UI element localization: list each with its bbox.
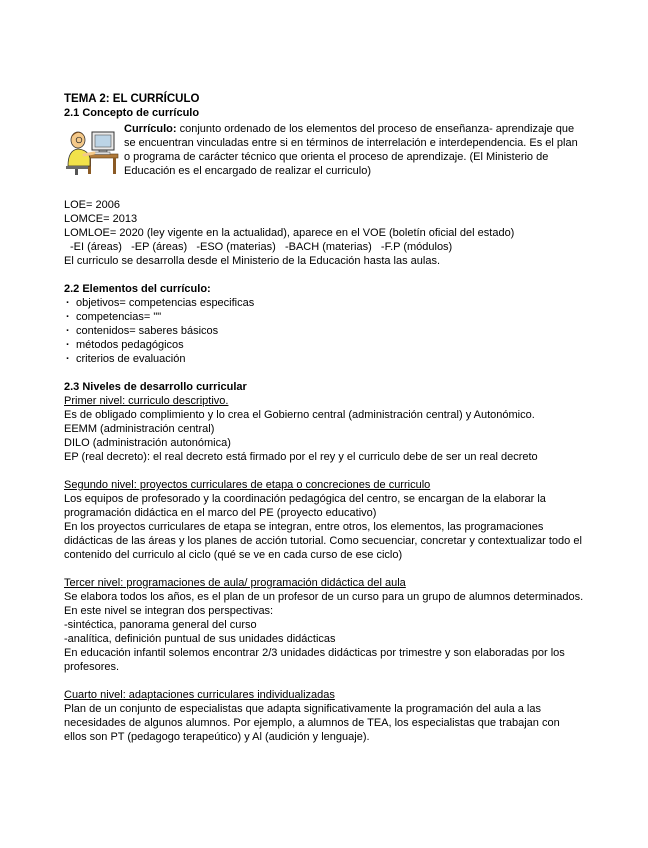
level-3-line: En este nivel se integran dos perspectivas: — [64, 605, 274, 617]
document-content — [64, 92, 584, 744]
curriculo-definition-body: conjunto ordenado de los elementos del proceso de enseñanza- aprendizaje que se encuentran vinculadas entre si en términos de interrelación e interdependencia. Es el plan o programa de carácter técnico que orienta el proceso de aprendizaje. (El Ministerio de Educación es el encargado de realizar el curriculo) — [124, 123, 578, 177]
level-1-line: EEMM (administración central) — [64, 423, 215, 435]
level-1-line: Es de obligado complimiento y lo crea el Gobierno central (administración central) y Autonómico. — [64, 409, 535, 421]
section-2-2-heading: 2.2 Elementos del currículo: — [64, 283, 211, 295]
level-1-line: DILO (administración autonómica) — [64, 437, 231, 449]
student-at-computer-icon — [64, 122, 120, 178]
list-item: · contenidos= saberes básicos — [64, 324, 584, 338]
section-2-3-heading: 2.3 Niveles de desarrollo curricular — [64, 381, 247, 393]
level-3-line: -sintéctica, panorama general del curso — [64, 619, 257, 631]
level-3-line: En educación infantil solemos encontrar 2/3 unidades didácticas por trimestre y son elaboradas por los profesores. — [64, 647, 565, 673]
list-item: · métodos pedagógicos — [64, 338, 584, 352]
list-item: · objetivos= competencias especificas — [64, 296, 584, 310]
law-lomloe: LOMLOE= 2020 (ley vigente en la actualidad), aparece en el VOE (boletín oficial del estado) — [64, 227, 515, 239]
level-1-line: EP (real decreto): el real decreto está firmado por el rey y el curriculo debe de ser un real decreto — [64, 451, 538, 463]
curriculo-definition-text — [124, 122, 584, 178]
curriculum-elements-list — [64, 296, 584, 366]
education-stages: -EI (áreas) -EP (áreas) -ESO (materias) -BACH (materias) -F.P (módulos) — [70, 241, 453, 253]
curriculo-term: Currículo: — [124, 123, 177, 135]
law-lomce: LOMCE= 2013 — [64, 213, 138, 225]
level-4-title: Cuarto nivel: adaptaciones curriculares individualizadas — [64, 689, 335, 701]
level-1-title: Primer nivel: curriculo descriptivo. — [64, 395, 229, 407]
law-loe: LOE= 2006 — [64, 199, 120, 211]
level-2-line: Los equipos de profesorado y la coordinación pedagógica del centro, se encargan de la elaborar la programación didáctica en el marco del PE (proyecto educativo) — [64, 493, 546, 519]
section-2-1-heading: 2.1 Concepto de currículo — [64, 107, 200, 119]
curriculo-definition — [64, 122, 584, 178]
level-2-line: En los proyectos curriculares de etapa se integran, entre otros, los elementos, las programaciones didácticas de las áreas y los planes de acción tutorial. Como secuenciar, concretar y contextualizar todo el contenido del curriculo al ciclo (qué se ve en cada curso de ese ciclo) — [64, 521, 582, 561]
list-item: · competencias= "" — [64, 310, 584, 324]
level-4-line: Plan de un conjunto de especialistas que adapta significativamente la programación del aula a las necesidades de algunos alumnos. Por ejemplo, a alumnos de TEA, los especialistas que trabajan con ellos son PT (pedagogo terapeútico) y Al (audición y lenguaje). — [64, 703, 560, 743]
curriculo-development-note: El curriculo se desarrolla desde el Ministerio de la Educación hasta las aulas. — [64, 255, 441, 267]
level-2-title: Segundo nivel: proyectos curriculares de etapa o concreciones de curriculo — [64, 479, 431, 491]
document-title: TEMA 2: EL CURRÍCULO — [64, 93, 200, 105]
level-3-title: Tercer nivel: programaciones de aula/ programación didáctica del aula — [64, 577, 406, 589]
list-item: · criterios de evaluación — [64, 352, 584, 366]
level-3-line: Se elabora todos los años, es el plan de un profesor de un curso para un grupo de alumnos determinados. — [64, 591, 584, 603]
level-3-line: -analítica, definición puntual de sus unidades didácticas — [64, 633, 336, 645]
